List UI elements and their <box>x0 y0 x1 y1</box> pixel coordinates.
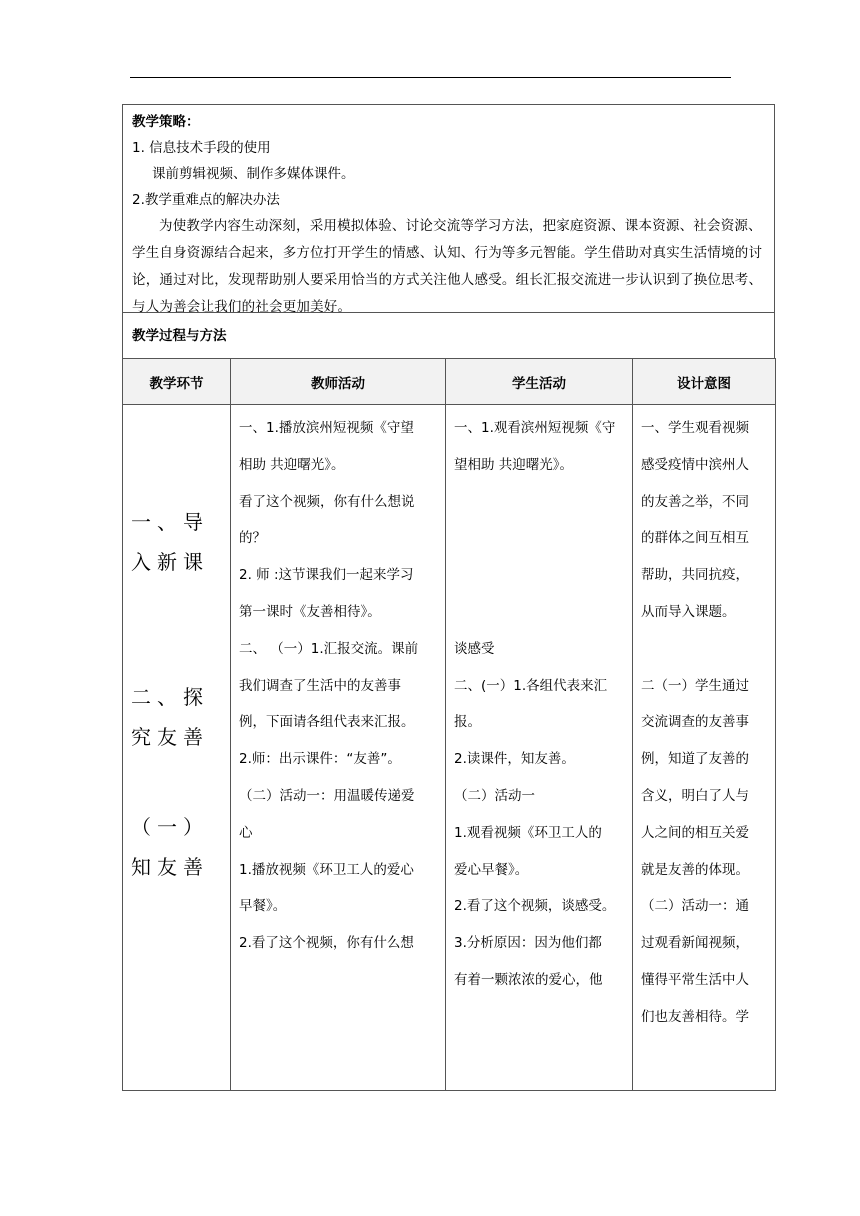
teacher-line: 例，下面请各组代表来汇报。 <box>239 714 415 731</box>
lesson-table <box>122 358 776 1091</box>
intent-line: 二（一）学生通过 <box>641 677 749 694</box>
student-cell <box>446 405 633 1091</box>
student-line: （二）活动一 <box>454 787 535 804</box>
intent-line: 帮助，共同抗疫， <box>641 567 749 584</box>
stage-cell <box>123 405 231 1091</box>
teacher-line: 一、1.播放滨州短视频《守望 <box>239 420 414 436</box>
student-line: 望相助 共迎曙光》。 <box>454 456 574 473</box>
header-intent: 设计意图 <box>633 359 776 405</box>
process-heading: 教学过程与方法 <box>122 312 775 359</box>
intent-line: 感受疫情中滨州人 <box>641 456 749 473</box>
student-line <box>454 520 625 557</box>
intent-line: 懂得平常生活中人 <box>641 971 749 988</box>
intent-line: 就是友善的体现。 <box>641 861 749 878</box>
teacher-line: 相助 共迎曙光》。 <box>239 456 345 473</box>
strategy-item1-title: 1. 信息技术手段的使用 <box>132 140 271 156</box>
student-line: 2.看了这个视频，谈感受。 <box>454 898 616 915</box>
design-intent <box>633 405 775 1036</box>
intent-line: 的友善之举，不同 <box>641 493 749 510</box>
teacher-line: 二、 （一）1.汇报交流。课前 <box>239 640 419 657</box>
teacher-line: 心 <box>239 824 253 841</box>
intent-line: 含义，明白了人与 <box>641 787 749 804</box>
teacher-line: 1.播放视频《环卫工人的爱心 <box>239 861 414 878</box>
intent-line: 的群体之间互相互 <box>641 530 749 547</box>
table-row <box>123 405 776 1091</box>
teacher-cell <box>231 405 446 1091</box>
stage-explore: 二、探究友善 <box>131 685 209 749</box>
student-line: 2.读课件，知友善。 <box>454 751 575 768</box>
strategy-heading: 教学策略： <box>132 114 200 130</box>
intent-line: 过观看新闻视频， <box>641 935 749 952</box>
intent-line: 一、学生观看视频 <box>641 420 749 436</box>
student-line: 有着一颗浓浓的爱心，他 <box>454 971 603 988</box>
student-line <box>454 484 625 521</box>
stage-intro: 一、导入新课 <box>131 510 209 574</box>
header-rule <box>130 77 731 78</box>
intent-line: 从而导入课题。 <box>641 603 736 620</box>
intent-line: 例，知道了友善的 <box>641 751 749 768</box>
student-activity <box>446 405 632 999</box>
student-line: 报。 <box>454 714 481 731</box>
student-line: 二、(一）1.各组代表来汇 <box>454 677 608 694</box>
teacher-line: 2.看了这个视频，你有什么想 <box>239 935 414 952</box>
strategy-section <box>122 104 775 313</box>
teacher-line: 我们调查了生活中的友善事 <box>239 677 401 694</box>
intent-line: （二）活动一：通 <box>641 898 749 915</box>
student-line: 一、1.观看滨州短视频《守 <box>454 420 616 436</box>
student-line: 爱心早餐》。 <box>454 861 529 878</box>
table-header-row <box>123 359 776 405</box>
header-stage: 教学环节 <box>123 359 231 405</box>
header-teacher: 教师活动 <box>231 359 446 405</box>
student-line: 谈感受 <box>454 640 495 657</box>
intent-line: 人之间的相互关爱 <box>641 824 749 841</box>
teacher-line: （二）活动一：用温暖传递爱 <box>239 787 415 804</box>
teacher-line: 看了这个视频，你有什么想说 <box>239 493 415 510</box>
student-line <box>454 557 625 594</box>
teacher-line: 的？ <box>239 530 266 547</box>
intent-cell <box>633 405 776 1091</box>
intent-line: 交流调查的友善事 <box>641 714 749 731</box>
strategy-item1-text: 课前剪辑视频、制作多媒体课件。 <box>152 166 355 182</box>
strategy-item2-text: 为使教学内容生动深刻，采用模拟体验、讨论交流等学习方法，把家庭资源、课本资源、社会资源、学生自身资源结合起来，多方位打开学生的情感、认知、行为等多元智能。学生借助对真实生活情境的讨论，通过对比，发现帮助别人要采用恰当的方式关注他人感受。组长汇报交流进一步认识到了换位思考、与人为善会让我们的社会更加美好。 <box>132 218 763 315</box>
teacher-line: 2.师：出示课件：“友善”。 <box>239 751 401 768</box>
teacher-line: 2. 师 :这节课我们一起来学习 <box>239 567 414 584</box>
intent-line <box>641 631 768 668</box>
stage-know: （一）知友善 <box>131 815 209 879</box>
student-line: 3.分析原因：因为他们都 <box>454 935 602 952</box>
student-line <box>454 594 625 631</box>
header-student: 学生活动 <box>446 359 633 405</box>
teacher-line: 早餐》。 <box>239 898 287 915</box>
intent-line: 们也友善相待。学 <box>641 1008 749 1025</box>
teacher-activity <box>231 405 445 962</box>
strategy-item2-title: 2.教学重难点的解决办法 <box>132 192 280 208</box>
teacher-line: 第一课时《友善相待》。 <box>239 603 381 620</box>
student-line: 1.观看视频《环卫工人的 <box>454 824 602 841</box>
